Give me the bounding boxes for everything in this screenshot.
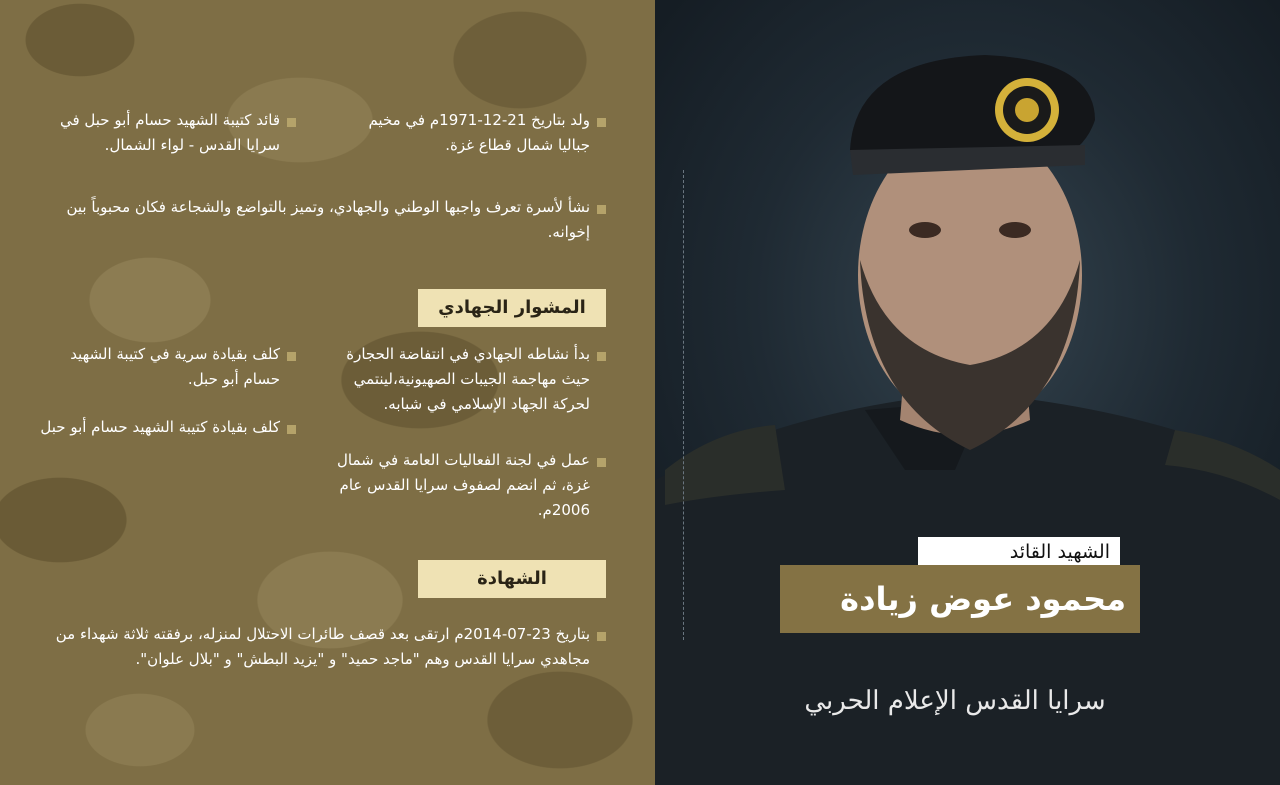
birth-info: ولد بتاريخ 21-12-1971م في مخيم جباليا شمال قطاع غزة. [368,111,590,154]
bullet-icon [287,425,296,434]
bullet-icon [597,118,606,127]
upbringing-info: نشأ لأسرة تعرف واجبها الوطني والجهادي، وتميز بالتواضع والشجاعة فكان محبوباً بين إخوانه. [66,198,590,241]
bullet-icon [597,205,606,214]
bullet-icon [597,352,606,361]
martyr-title: الشهيد القائد [918,537,1120,567]
portrait-panel [655,0,1280,785]
jihad-heading: المشوار الجهادي [418,289,606,327]
martyr-name: محمود عوض زيادة [780,565,1140,633]
jihad-item-start: بدأ نشاطه الجهادي في انتفاضة الحجارة حيث مهاجمة الجيبات الصهيونية،لينتمي لحركة الجهاد الإسلامي في شبابه. [346,345,590,413]
martyrdom-heading: الشهادة [418,560,606,598]
media-logo: سرايا القدس الإعلام الحربي [804,686,1106,716]
bullet-icon [597,632,606,641]
portrait-image [655,0,1280,785]
bullet-icon [287,352,296,361]
jihad-item-battalion: كلف بقيادة كتيبة الشهيد حسام أبو حبل [40,418,280,436]
divider-line [683,170,684,640]
jihad-item-platoon: كلف بقيادة سرية في كتيبة الشهيد حسام أبو حبل. [70,345,280,388]
bullet-icon [287,118,296,127]
jihad-item-committee: عمل في لجنة الفعاليات العامة في شمال غزة، ثم انضم لصفوف سرايا القدس عام 2006م. [336,451,590,519]
bullet-icon [597,458,606,467]
command-info: قائد كتيبة الشهيد حسام أبو حبل في سرايا القدس - لواء الشمال. [59,111,280,154]
martyrdom-text: بتاريخ 23-07-2014م ارتقى بعد قصف طائرات الاحتلال لمنزله، برفقته ثلاثة شهداء من مجاهدي سرايا القدس وهم "ماجد حميد" و "يزيد البطش" و "بلال علوان". [55,625,590,668]
